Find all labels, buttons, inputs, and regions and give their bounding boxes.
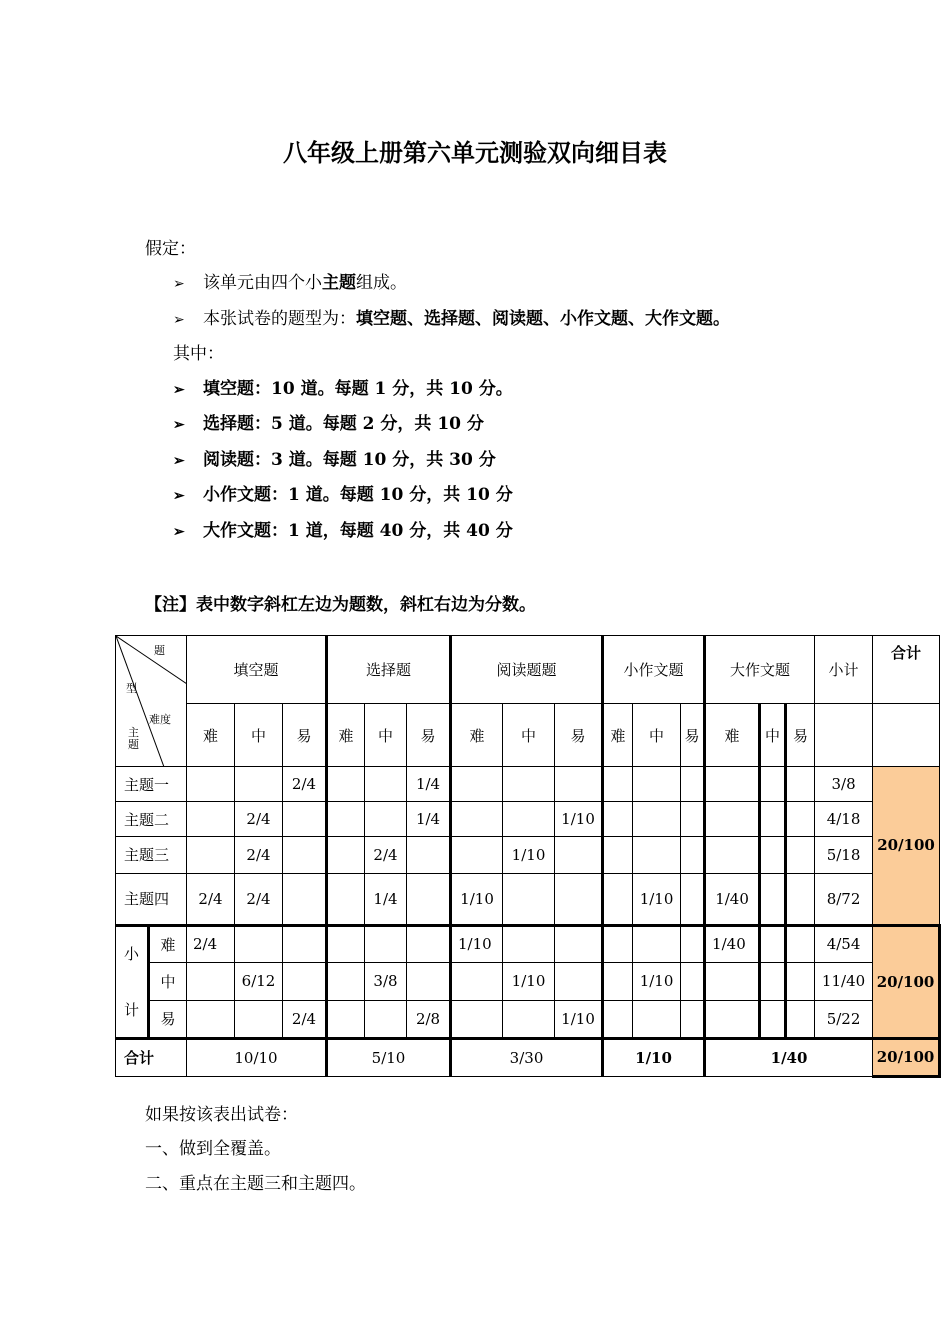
table-cell: [451, 962, 503, 1000]
corner-type-label: 题: [154, 644, 165, 657]
table-row: [116, 767, 940, 802]
table-cell: [681, 802, 705, 837]
table-cell: [187, 962, 235, 1000]
table-cell: [786, 873, 815, 925]
bullet-item: ➢ 填空题：10 道。每题 1 分，共 10 分。: [173, 377, 513, 402]
table-cell: [365, 802, 407, 837]
table-cell: [760, 925, 786, 962]
table-cell: [187, 1000, 235, 1038]
table-cell: [503, 1000, 555, 1038]
table-cell: [633, 767, 681, 802]
table-cell: [407, 925, 451, 962]
table-cell: [760, 767, 786, 802]
table-row: [116, 962, 940, 1000]
table-cell: [760, 802, 786, 837]
level-header: 易: [555, 704, 603, 767]
level-name: 难: [149, 925, 187, 962]
table-cell: [327, 767, 365, 802]
row-subtotal: 4/54: [815, 925, 873, 962]
table-cell: 1/10: [451, 873, 503, 925]
diagonal-lines: [116, 636, 187, 767]
table-cell: [283, 962, 327, 1000]
type-header: 填空题: [187, 636, 327, 704]
table-cell: [705, 767, 760, 802]
arrow-bullet-icon: ➢: [173, 382, 185, 398]
table-cell: [760, 1000, 786, 1038]
topic-total: 20/100: [873, 767, 940, 925]
arrow-bullet-icon: ➢: [173, 524, 185, 540]
table-cell: 2/8: [407, 1000, 451, 1038]
table-cell: 2/4: [235, 802, 283, 837]
topic-name: 主题二: [116, 802, 187, 837]
table-cell: [283, 802, 327, 837]
level-name: 易: [149, 1000, 187, 1038]
table-cell: 3/8: [365, 962, 407, 1000]
table-cell: [451, 1000, 503, 1038]
table-cell: 1/10: [503, 962, 555, 1000]
table-cell: [235, 767, 283, 802]
corner-type-label: 型: [126, 682, 137, 695]
table-row: [116, 1000, 940, 1038]
table-cell: 2/4: [283, 767, 327, 802]
row-subtotal: 5/22: [815, 1000, 873, 1038]
table-cell: 2/4: [187, 925, 235, 962]
arrow-bullet-icon: ➢: [173, 453, 185, 469]
level-header: 中: [633, 704, 681, 767]
table-cell: 2/4: [283, 1000, 327, 1038]
table-cell: [681, 1000, 705, 1038]
arrow-bullet-icon: ➢: [173, 417, 185, 433]
table-cell: [555, 873, 603, 925]
table-cell: [503, 802, 555, 837]
table-cell: 1/10: [633, 873, 681, 925]
arrow-bullet-icon: ➢: [173, 488, 185, 504]
assume-label: 假定：: [145, 239, 196, 259]
arrow-bullet-icon: ➢: [173, 312, 185, 328]
type-header: 小作文题: [603, 636, 705, 704]
table-cell: [365, 925, 407, 962]
table-cell: [760, 837, 786, 873]
level-header: 难: [603, 704, 633, 767]
total-row: [116, 1038, 940, 1076]
among-label: 其中：: [173, 344, 224, 364]
table-cell: [681, 925, 705, 962]
table-cell: 1/4: [407, 767, 451, 802]
level-header: 难: [187, 704, 235, 767]
row-subtotal: 5/18: [815, 837, 873, 873]
page-title: 八年级上册第六单元测验双向细目表: [283, 139, 667, 167]
total-header: 合计: [873, 636, 940, 704]
topic-name: 主题三: [116, 837, 187, 873]
level-name: 中: [149, 962, 187, 1000]
level-header: 难: [327, 704, 365, 767]
table-cell: [327, 1000, 365, 1038]
table-cell: [235, 1000, 283, 1038]
table-cell: [283, 873, 327, 925]
table-cell: [603, 837, 633, 873]
bullet-item: ➢ 小作文题：1 道。每题 10 分，共 10 分: [173, 483, 513, 508]
table-row: [116, 873, 940, 925]
table-cell: 1/4: [407, 802, 451, 837]
table-cell: 1/40: [705, 925, 760, 962]
table-cell: [283, 925, 327, 962]
row-subtotal: 8/72: [815, 873, 873, 925]
table-cell: [555, 962, 603, 1000]
table-note: 【注】表中数字斜杠左边为题数，斜杠右边为分数。: [145, 595, 536, 615]
table-cell: [407, 873, 451, 925]
table-row: [116, 925, 940, 962]
table-cell: 1/10: [555, 802, 603, 837]
corner-cell: [116, 636, 187, 767]
table-cell: [451, 767, 503, 802]
table-cell: [786, 1000, 815, 1038]
bullet-item: ➢ 阅读题：3 道。每题 10 分，共 30 分: [173, 448, 496, 473]
table-row: [116, 802, 940, 837]
table-cell: [327, 962, 365, 1000]
level-header: 中: [235, 704, 283, 767]
level-header: 难: [451, 704, 503, 767]
type-header: 大作文题: [705, 636, 815, 704]
table-cell: [235, 925, 283, 962]
type-header: 阅读题题: [451, 636, 603, 704]
level-header: 易: [786, 704, 815, 767]
table-cell: [681, 962, 705, 1000]
after-line: 一、做到全覆盖。: [145, 1139, 281, 1159]
table-cell: [603, 1000, 633, 1038]
table-cell: [187, 837, 235, 873]
corner-topic-label: 题: [128, 738, 139, 751]
row-subtotal: 4/18: [815, 802, 873, 837]
bullet-item: ➢ 大作文题：1 道，每题 40 分，共 40 分: [173, 519, 513, 544]
table-cell: [327, 925, 365, 962]
table-cell: [283, 837, 327, 873]
table-cell: [327, 802, 365, 837]
table-cell: 1/10: [633, 962, 681, 1000]
table-cell: [187, 767, 235, 802]
table-cell: [327, 873, 365, 925]
table-cell: [603, 925, 633, 962]
table-cell: [760, 962, 786, 1000]
type-total: 10/10: [187, 1038, 327, 1076]
bullet-item: ➢ 选择题：5 道。每题 2 分，共 10 分: [173, 412, 484, 437]
level-header: 中: [760, 704, 786, 767]
table-cell: 2/4: [235, 873, 283, 925]
table-cell: [503, 767, 555, 802]
table-cell: [451, 802, 503, 837]
corner-difficulty-label: 难度: [149, 713, 171, 726]
table-cell: [603, 767, 633, 802]
table-cell: [365, 767, 407, 802]
subtotal-empty: [815, 704, 873, 767]
table-cell: [555, 767, 603, 802]
table-cell: [786, 767, 815, 802]
table-cell: 2/4: [187, 873, 235, 925]
type-total: 1/10: [603, 1038, 705, 1076]
corner-topic-label: 主: [128, 726, 139, 739]
total-empty: [873, 704, 940, 767]
table-cell: [705, 802, 760, 837]
table-row: [116, 837, 940, 873]
table-cell: [786, 962, 815, 1000]
level-header: 难: [705, 704, 760, 767]
row-subtotal: 11/40: [815, 962, 873, 1000]
table-cell: 1/10: [503, 837, 555, 873]
subtotal-header: 小计: [815, 636, 873, 704]
table-cell: [603, 962, 633, 1000]
table-cell: [603, 873, 633, 925]
table-cell: [503, 925, 555, 962]
table-cell: [705, 1000, 760, 1038]
table-cell: [633, 802, 681, 837]
table-cell: [681, 837, 705, 873]
row-subtotal: 3/8: [815, 767, 873, 802]
after-line: 二、重点在主题三和主题四。: [145, 1174, 366, 1194]
arrow-bullet-icon: ➢: [173, 276, 185, 292]
table-cell: [705, 837, 760, 873]
table-cell: 1/4: [365, 873, 407, 925]
bullet-item: ➢ 本张试卷的题型为：填空题、选择题、阅读题、小作文题、大作文题。: [173, 307, 730, 332]
table-cell: 2/4: [235, 837, 283, 873]
table-cell: [555, 837, 603, 873]
table-cell: 1/40: [705, 873, 760, 925]
table-cell: [633, 1000, 681, 1038]
level-header: 中: [503, 704, 555, 767]
bullet-item: ➢ 该单元由四个小主题组成。: [173, 271, 407, 296]
level-header: 易: [681, 704, 705, 767]
table-cell: [407, 962, 451, 1000]
topic-name: 主题四: [116, 873, 187, 925]
level-header: 易: [407, 704, 451, 767]
subtotal-side-label: 小 计: [116, 925, 149, 1038]
type-header: 选择题: [327, 636, 451, 704]
table-cell: [786, 802, 815, 837]
type-total: 1/40: [705, 1038, 873, 1076]
table-cell: [365, 1000, 407, 1038]
table-cell: 6/12: [235, 962, 283, 1000]
topic-name: 主题一: [116, 767, 187, 802]
table-cell: [760, 873, 786, 925]
grand-total: 20/100: [873, 1038, 940, 1076]
spec-table: [115, 635, 941, 1078]
table-cell: [681, 873, 705, 925]
level-header: 中: [365, 704, 407, 767]
table-cell: 2/4: [365, 837, 407, 873]
table-cell: [633, 925, 681, 962]
after-line: 如果按该表出试卷：: [145, 1105, 298, 1125]
table-cell: [187, 802, 235, 837]
table-cell: 1/10: [555, 1000, 603, 1038]
table-cell: [407, 837, 451, 873]
table-cell: [786, 925, 815, 962]
table-cell: [681, 767, 705, 802]
level-total: 20/100: [873, 925, 940, 1038]
table-cell: [603, 802, 633, 837]
table-cell: [705, 962, 760, 1000]
type-total: 5/10: [327, 1038, 451, 1076]
total-row-label: 合计: [116, 1038, 187, 1076]
table-cell: 1/10: [451, 925, 503, 962]
table-cell: [555, 925, 603, 962]
table-cell: [503, 873, 555, 925]
table-cell: [327, 837, 365, 873]
table-cell: [633, 837, 681, 873]
level-header: 易: [283, 704, 327, 767]
table-cell: [786, 837, 815, 873]
table-cell: [451, 837, 503, 873]
type-total: 3/30: [451, 1038, 603, 1076]
